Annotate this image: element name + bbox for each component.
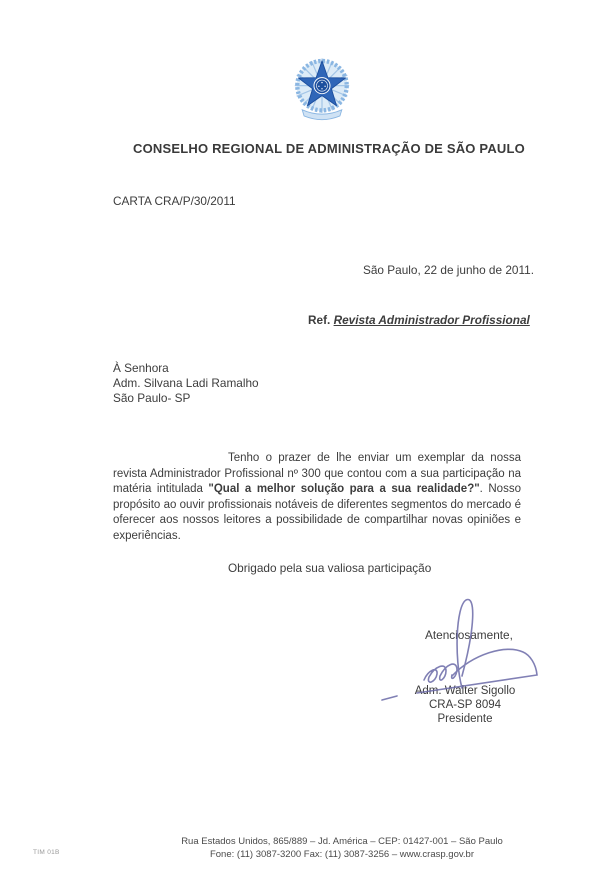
subject-title: Revista Administrador Profissional — [333, 313, 530, 327]
footer-address: Rua Estados Unidos, 865/889 – Jd. América – CEP: 01427-001 – São Paulo — [181, 836, 503, 847]
body-text-bold: "Qual a melhor solução para a sua realidade?" — [208, 483, 480, 495]
signer-name: Adm. Walter Sigollo — [414, 685, 516, 697]
thanks-line: Obrigado pela sua valiosa participação — [228, 561, 432, 575]
org-title: CONSELHO REGIONAL DE ADMINISTRAÇÃO DE SÃO PAULO — [133, 141, 525, 156]
addressee-salutation: À Senhora — [113, 361, 169, 375]
signer-title: Presidente — [437, 713, 493, 725]
signer-block — [390, 684, 540, 726]
subject-prefix: Ref. — [308, 313, 334, 327]
letter-reference-number: CARTA CRA/P/30/2011 — [113, 194, 236, 208]
subject-line — [308, 313, 530, 327]
closing-salutation: Atenciosamente, — [425, 628, 513, 642]
body-text-part2: . Nosso propósito ao ouvir profissionais notáveis de diferentes segmentos do mercado é oferecer aos nossos leitores a possibilidade de compartilhar novas opiniões e experiências. — [113, 483, 521, 542]
form-code: TIM 01B — [33, 849, 60, 856]
addressee-name: Adm. Silvana Ladi Ramalho — [113, 376, 259, 390]
body-paragraph — [113, 451, 521, 544]
date-line: São Paulo, 22 de junho de 2011. — [363, 263, 534, 277]
body-text-part1: Tenho o prazer de lhe enviar um exemplar da nossa revista Administrador Profissional nº 300 que contou com a sua participação na matéria intitulada — [113, 452, 521, 495]
footer-contact: Fone: (11) 3087-3200 Fax: (11) 3087-3256 – www.crasp.gov.br — [209, 848, 475, 860]
addressee-block — [113, 361, 259, 406]
addressee-city: São Paulo- SP — [113, 391, 191, 405]
signer-registration: CRA-SP 8094 — [428, 699, 502, 711]
brazil-coat-of-arms-icon — [291, 56, 353, 124]
footer-block — [72, 836, 608, 861]
